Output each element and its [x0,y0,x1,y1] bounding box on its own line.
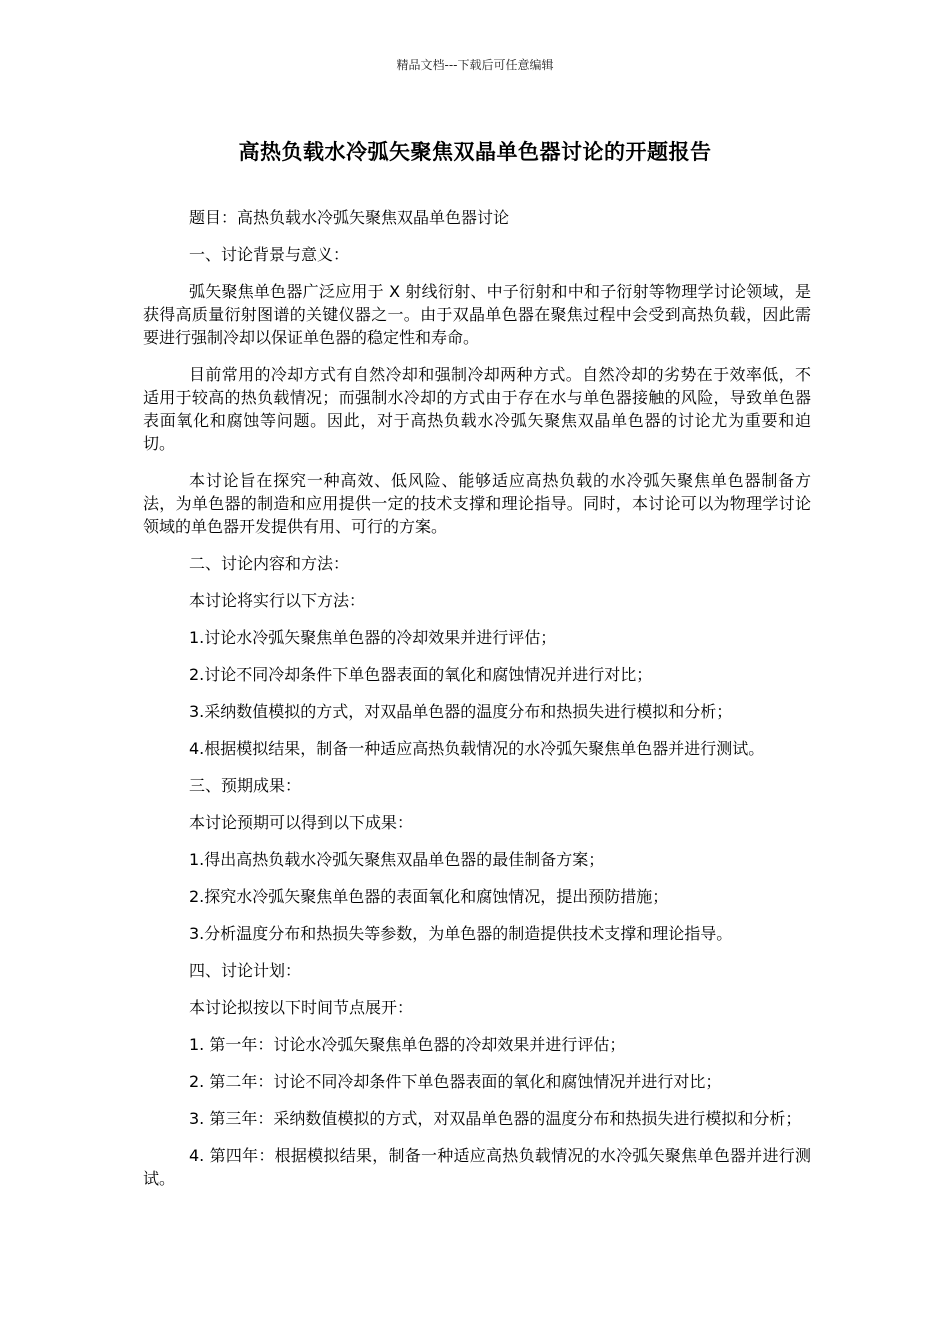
list-item: 3.分析温度分布和热损失等参数，为单色器的制造提供技术支撑和理论指导。 [189,924,733,943]
section-heading: 四、讨论计划： [189,961,302,980]
list-item: 4. 第四年：根据模拟结果，制备一种适应高热负载情况的水冷弧矢聚焦单色器并进行测试。 [143,1146,811,1188]
list-item: 2. 第二年：讨论不同冷却条件下单色器表面的氧化和腐蚀情况并进行对比； [189,1072,722,1091]
section-heading: 三、预期成果： [189,776,302,795]
list-item: 2.探究水冷弧矢聚焦单色器的表面氧化和腐蚀情况，提出预防措施； [189,887,669,906]
list-item: 2.讨论不同冷却条件下单色器表面的氧化和腐蚀情况并进行对比； [189,665,653,684]
list-item: 1.讨论水冷弧矢聚焦单色器的冷却效果并进行评估； [189,628,557,647]
document-body [143,206,811,1204]
body-paragraph: 本讨论预期可以得到以下成果： [189,813,414,832]
body-paragraph: 弧矢聚焦单色器广泛应用于 X 射线衍射、中子衍射和中和子衍射等物理学讨论领域，是获得高质量衍射图谱的关键仪器之一。由于双晶单色器在聚焦过程中会受到高热负载，因此需要进行强制冷却以保证单色器的稳定性和寿命。 [143,282,811,347]
list-item: 1. 第一年：讨论水冷弧矢聚焦单色器的冷却效果并进行评估； [189,1035,626,1054]
topic-line: 题目：高热负载水冷弧矢聚焦双晶单色器讨论 [189,208,510,227]
body-paragraph: 本讨论旨在探究一种高效、低风险、能够适应高热负载的水冷弧矢聚焦单色器制备方法，为单色器的制造和应用提供一定的技术支撑和理论指导。同时，本讨论可以为物理学讨论领域的单色器开发提供有用、可行的方案。 [143,471,811,536]
document-title: 高热负载水冷弧矢聚焦双晶单色器讨论的开题报告 [238,140,712,164]
list-item: 1.得出高热负载水冷弧矢聚焦双晶单色器的最佳制备方案； [189,850,605,869]
list-item: 3.采纳数值模拟的方式，对双晶单色器的温度分布和热损失进行模拟和分析； [189,702,733,721]
list-item: 3. 第三年：采纳数值模拟的方式，对双晶单色器的温度分布和热损失进行模拟和分析； [189,1109,802,1128]
list-item: 4.根据模拟结果，制备一种适应高热负载情况的水冷弧矢聚焦单色器并进行测试。 [189,739,765,758]
section-heading: 二、讨论内容和方法： [189,554,350,573]
section-heading: 一、讨论背景与意义： [189,245,350,264]
body-paragraph: 本讨论将实行以下方法： [189,591,366,610]
header-note: 精品文档---下载后可任意编辑 [396,58,554,72]
body-paragraph: 本讨论拟按以下时间节点展开： [189,998,414,1017]
body-paragraph: 目前常用的冷却方式有自然冷却和强制冷却两种方式。自然冷却的劣势在于效率低，不适用于较高的热负载情况；而强制水冷却的方式由于存在水与单色器接触的风险，导致单色器表面氧化和腐蚀等问题。因此，对于高热负载水冷弧矢聚焦双晶单色器的讨论尤为重要和迫切。 [143,365,811,453]
